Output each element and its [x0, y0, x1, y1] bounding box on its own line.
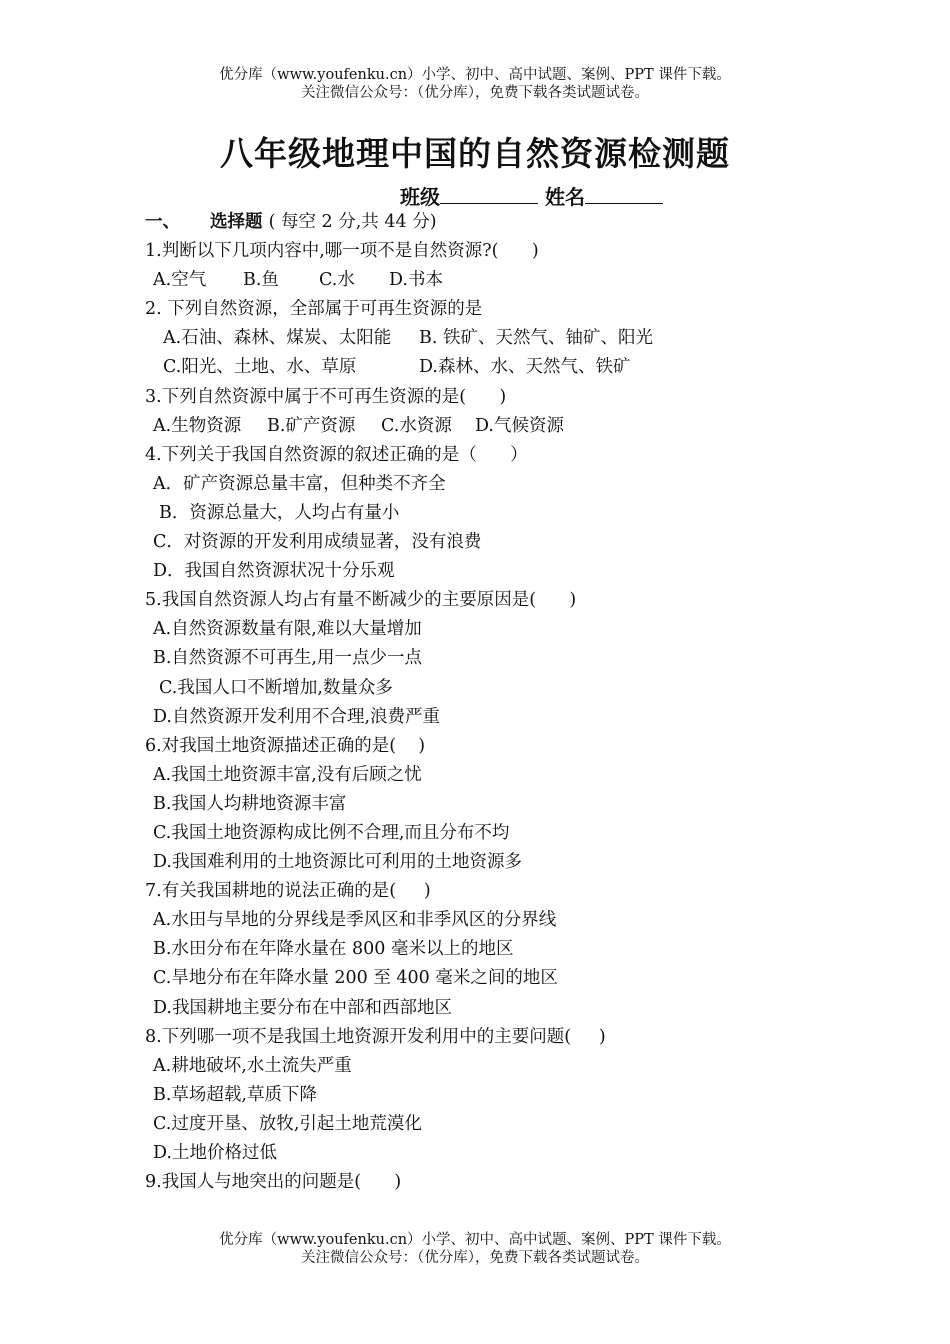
option: D.我国难利用的土地资源比可利用的土地资源多: [153, 852, 522, 873]
footer-line-1: 优分库（www.youfenku.cn）小学、初中、高中试题、案例、PPT 课件下载。: [219, 1232, 731, 1248]
question-stem: 7.有关我国耕地的说法正确的是( ): [145, 881, 431, 902]
option: B.草场超载,草质下降: [153, 1084, 317, 1105]
option: D.气候资源: [475, 415, 564, 436]
question-stem: 8.下列哪一项不是我国土地资源开发利用中的主要问题( ): [145, 1026, 606, 1047]
question-stem: 2. 下列自然资源，全部属于可再生资源的是: [145, 299, 483, 320]
option: C.旱地分布在年降水量 200 至 400 毫米之间的地区: [153, 968, 558, 989]
option: A．矿产资源总量丰富，但种类不齐全: [153, 473, 446, 494]
option: A.水田与旱地的分界线是季风区和非季风区的分界线: [153, 910, 557, 931]
option: A.耕地破坏,水土流失严重: [153, 1055, 352, 1076]
option: D.自然资源开发利用不合理,浪费严重: [153, 706, 441, 727]
option: D.土地价格过低: [153, 1143, 277, 1163]
name-label: 姓名: [544, 185, 585, 209]
footer-line-2: 关注微信公众号：（优分库），免费下载各类试题试卷。: [301, 1250, 649, 1266]
header-line-1: 优分库（www.youfenku.cn）小学、初中、高中试题、案例、PPT 课件下载。: [219, 67, 731, 83]
option: C.我国土地资源构成比例不合理,而且分布不均: [153, 822, 510, 843]
section-number: 一、: [145, 212, 180, 232]
option: C.我国人口不断增加,数量众多: [159, 677, 393, 698]
option: C.阳光、土地、水、草原: [163, 357, 357, 378]
option: A.空气: [153, 270, 207, 291]
page-header: [0, 66, 950, 102]
option: A.生物资源: [153, 415, 242, 436]
option-row: [145, 266, 905, 295]
page-title: 八年级地理中国的自然资源检测题: [220, 134, 730, 173]
section-note: ( 每空 2 分,共 44 分): [268, 212, 437, 232]
question-stem: 9.我国人与地突出的问题是( ): [145, 1172, 402, 1193]
option: B.鱼: [243, 270, 279, 291]
option-row: [145, 353, 905, 382]
question-stem: 4.下列关于我国自然资源的叙述正确的是（ ）: [145, 444, 528, 465]
section-heading: [145, 208, 905, 237]
question-stem: 3.下列自然资源中属于不可再生资源的是( ): [145, 386, 507, 407]
question-stem: 1.判断以下几项内容中,哪一项不是自然资源?( ): [145, 241, 539, 262]
question-stem: 6.对我国土地资源描述正确的是( ): [145, 735, 426, 756]
option-row: [145, 324, 905, 353]
option: B.水田分布在年降水量在 800 毫米以上的地区: [153, 939, 514, 960]
option: A.我国土地资源丰富,没有后顾之忧: [153, 764, 422, 785]
question-stem: 5.我国自然资源人均占有量不断减少的主要原因是( ): [145, 590, 577, 611]
option: B.矿产资源: [267, 415, 356, 436]
name-blank[interactable]: [585, 183, 663, 204]
option: D.我国耕地主要分布在中部和西部地区: [153, 997, 452, 1018]
option: B.自然资源不可再生,用一点少一点: [153, 648, 422, 669]
section-name: 选择题: [210, 212, 263, 232]
option: C.水: [319, 270, 355, 291]
option: C.水资源: [381, 415, 452, 436]
option: B.我国人均耕地资源丰富: [153, 793, 347, 814]
option: B. 铁矿、天然气、铀矿、阳光: [419, 328, 653, 349]
question-body: [145, 208, 905, 1197]
class-blank[interactable]: [440, 183, 538, 204]
option: D.森林、水、天然气、铁矿: [419, 357, 631, 378]
option: D.书本: [389, 270, 443, 291]
header-line-2: 关注微信公众号：（优分库），免费下载各类试题试卷。: [301, 85, 649, 101]
page-footer: [0, 1231, 950, 1267]
option-row: [145, 412, 905, 441]
option: A.石油、森林、煤炭、太阳能: [163, 328, 392, 349]
option: C．对资源的开发利用成绩显著，没有浪费: [153, 532, 482, 553]
class-name-line: [400, 181, 663, 210]
option: B．资源总量大，人均占有量小: [159, 502, 400, 523]
option: D．我国自然资源状况十分乐观: [153, 561, 395, 582]
option: A.自然资源数量有限,难以大量增加: [153, 619, 422, 640]
option: C.过度开垦、放牧,引起土地荒漠化: [153, 1113, 422, 1134]
class-label: 班级: [400, 185, 440, 209]
